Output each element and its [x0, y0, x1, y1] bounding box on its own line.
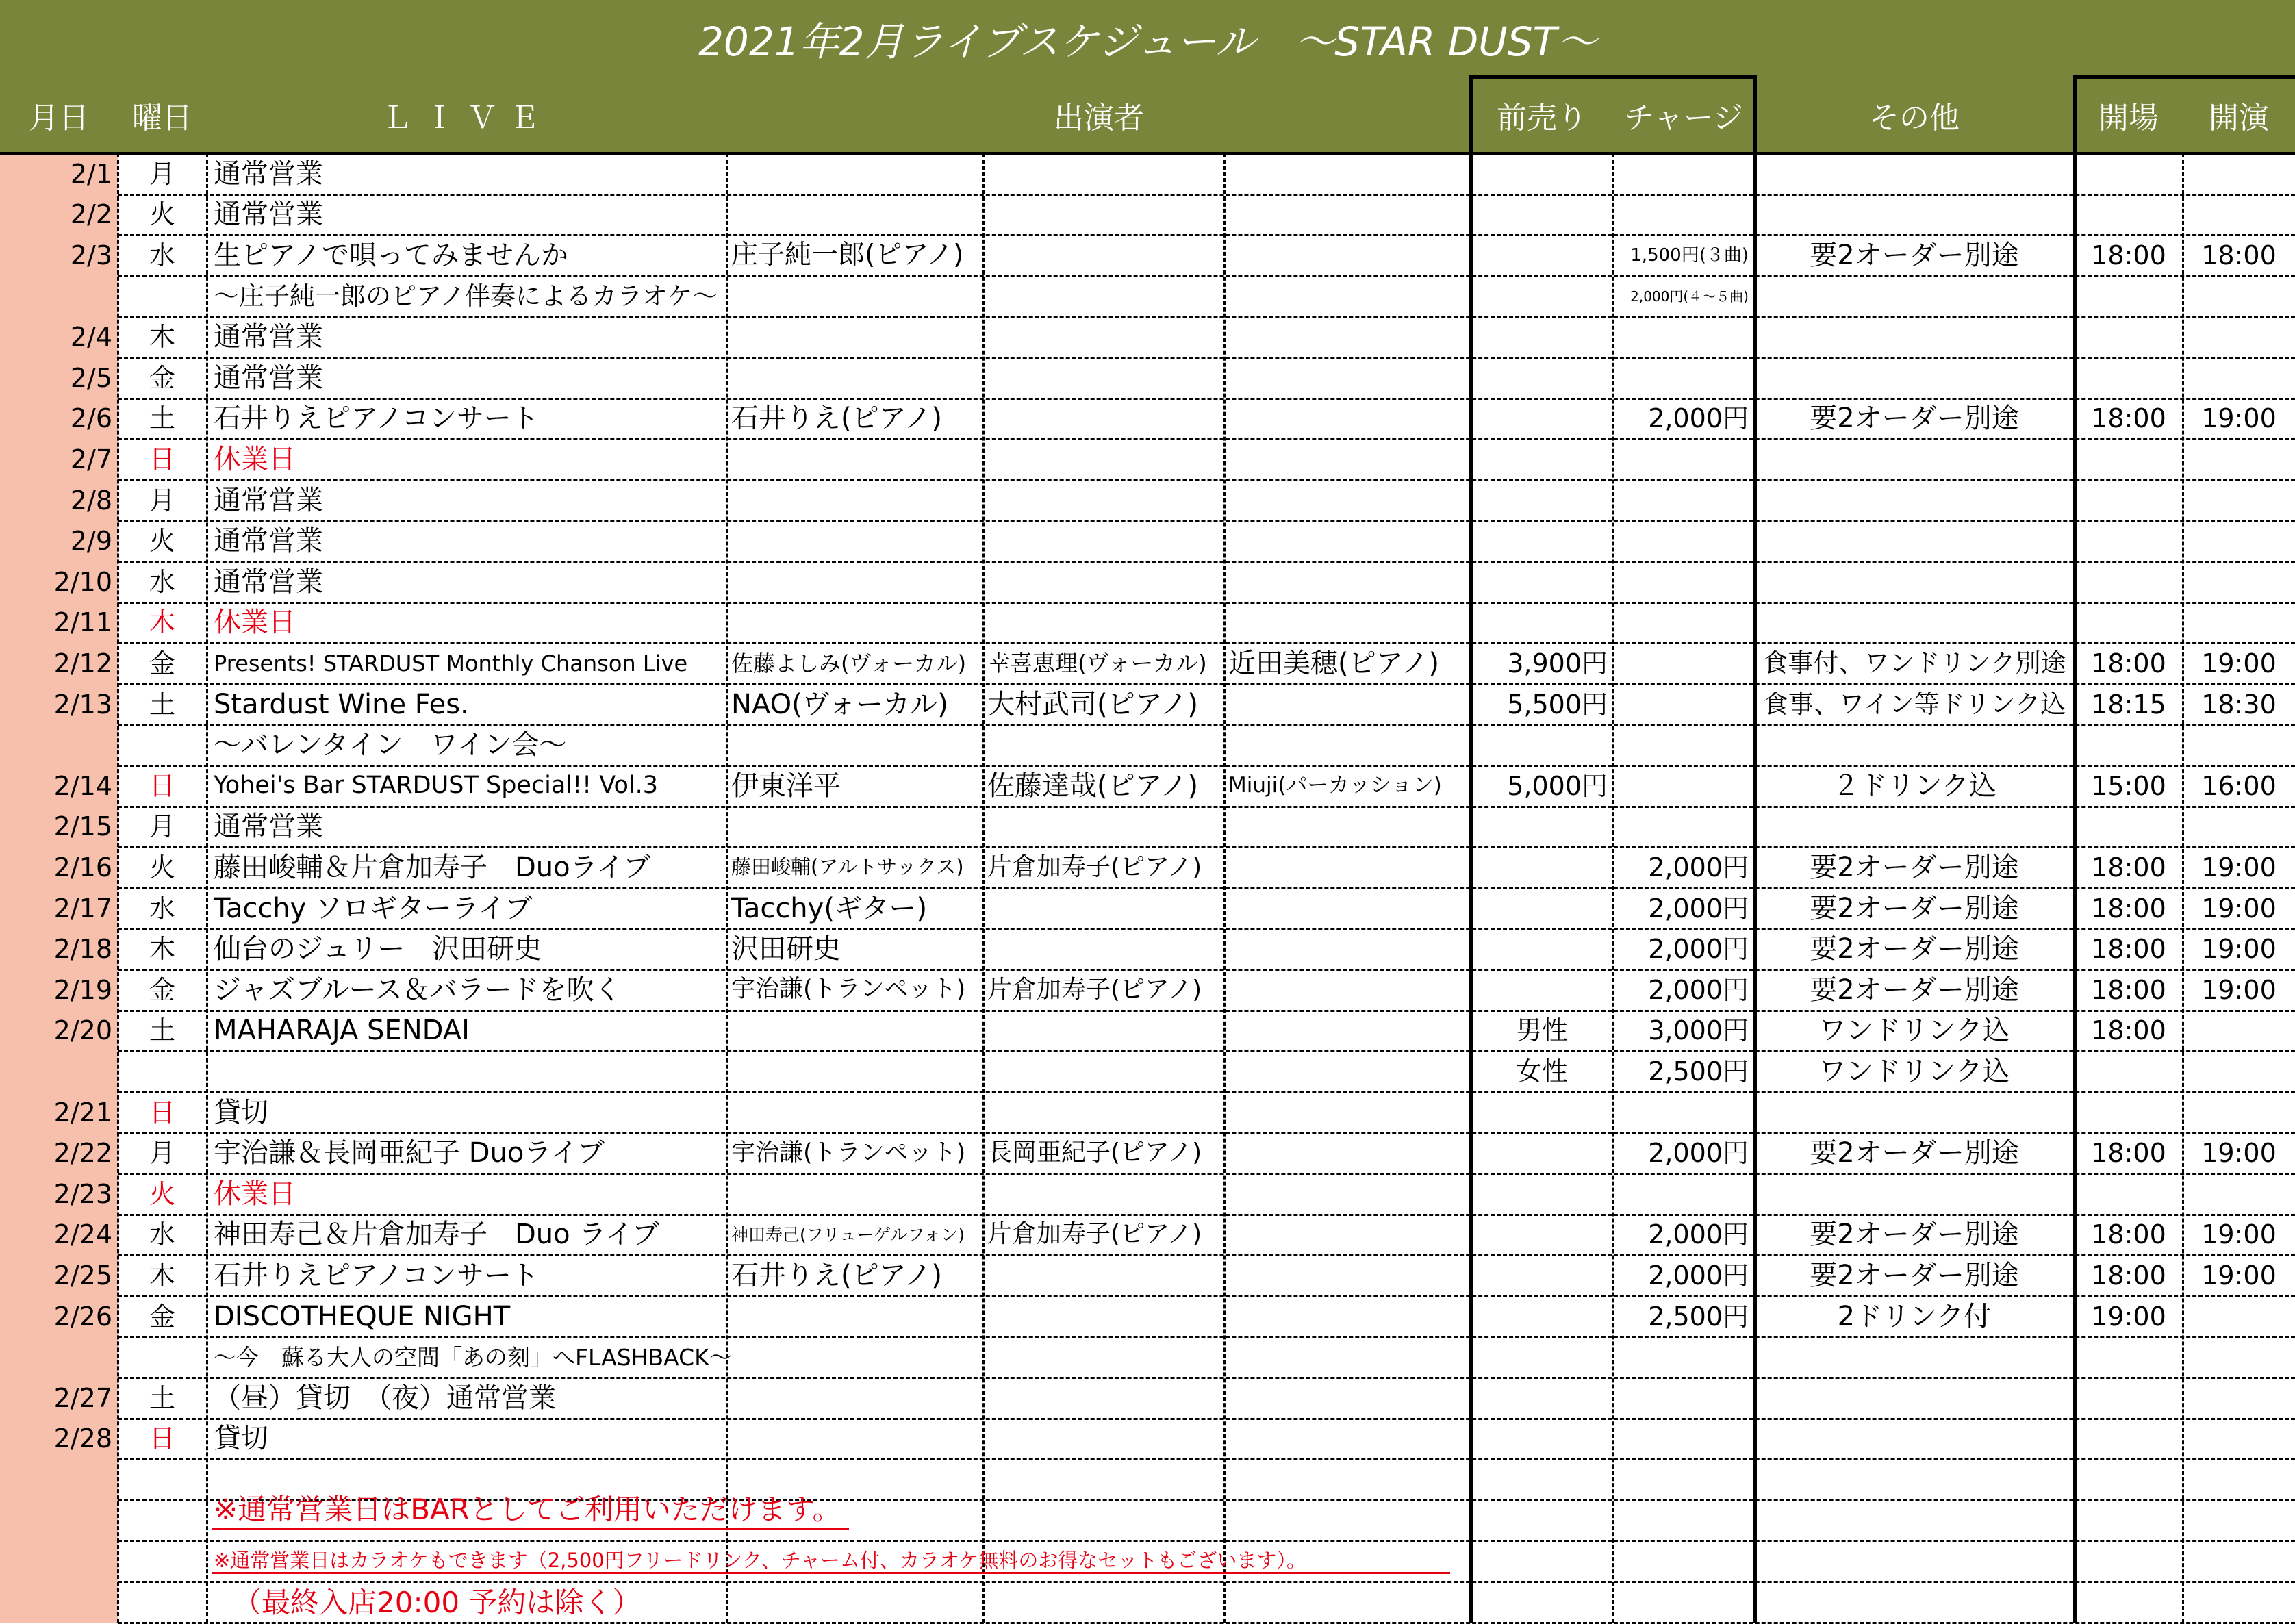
start-time-cell: 19:00 — [2201, 1219, 2277, 1250]
weekday-cell: 日 — [149, 1097, 175, 1128]
live-title-cell: ～バレンタイン ワイン会～ — [214, 729, 567, 761]
live-title-cell: Presents! STARDUST Monthly Chanson Live — [214, 650, 688, 676]
weekday-cell: 土 — [149, 403, 175, 434]
weekday-cell: 土 — [149, 1015, 175, 1046]
advance-price-cell: 5,000円 — [1507, 770, 1608, 801]
date-cell: 2/18 — [53, 934, 112, 965]
weekday-cell: 金 — [149, 1301, 175, 1332]
header-start: 開演 — [2183, 77, 2295, 153]
performer-cell: 大村武司(ピアノ) — [987, 688, 1199, 720]
performer-cell: 片倉加寿子(ピアノ) — [987, 1220, 1202, 1249]
other-info-cell: 要2オーダー別途 — [1810, 892, 2019, 924]
live-title-cell: 通常営業 — [214, 157, 323, 190]
header-weekday: 曜日 — [118, 77, 207, 153]
note-last-entry: （最終入店20:00 予約は除く） — [233, 1586, 642, 1619]
weekday-cell: 月 — [149, 485, 175, 516]
date-cell: 2/10 — [53, 566, 112, 597]
weekday-cell: 火 — [149, 1178, 175, 1209]
live-title-cell: 貸切 — [214, 1423, 268, 1455]
performer-cell: 佐藤達哉(ピアノ) — [987, 770, 1199, 802]
other-info-cell: ワンドリンク込 — [1818, 1055, 2010, 1087]
open-time-cell: 18:00 — [2091, 1015, 2166, 1046]
date-cell: 2/20 — [53, 1015, 112, 1046]
other-info-cell: 要2オーダー別途 — [1810, 851, 2019, 883]
column-thick-border — [1469, 77, 1473, 1623]
weekday-cell: 月 — [149, 1138, 175, 1169]
header-open: 開場 — [2075, 77, 2183, 153]
performer-cell: NAO(ヴォーカル) — [731, 688, 948, 720]
header-other: その他 — [1754, 77, 2075, 153]
weekday-cell: 水 — [149, 566, 175, 597]
weekday-cell: 日 — [149, 444, 175, 474]
charge-cell: 2,000円 — [1648, 1260, 1749, 1291]
start-time-cell: 19:00 — [2201, 852, 2277, 883]
charge-cell: 3,000円 — [1648, 1015, 1749, 1046]
header-advance: 前売り — [1471, 77, 1613, 153]
charge-cell: 2,000円 — [1648, 934, 1749, 965]
live-title-cell: 通常営業 — [214, 566, 323, 598]
weekday-cell: 火 — [149, 852, 175, 883]
other-info-cell: 要2オーダー別途 — [1810, 403, 2019, 435]
open-time-cell: 18:00 — [2091, 240, 2166, 270]
live-title-cell: ～今 蘇る大人の空間「あの刻」へFLASHBACK～ — [214, 1343, 732, 1371]
live-title-cell: 藤田峻輔＆片倉加寿子 Duoライブ — [214, 851, 651, 883]
charge-cell: 2,000円 — [1648, 852, 1749, 883]
open-time-cell: 18:00 — [2091, 934, 2166, 965]
date-cell: 2/7 — [70, 444, 112, 474]
performer-cell: 石井りえ(ピアノ) — [731, 1259, 943, 1291]
weekday-cell: 土 — [149, 689, 175, 720]
date-cell: 2/17 — [53, 893, 112, 924]
live-title-cell: 休業日 — [214, 443, 296, 475]
other-info-cell: 要2オーダー別途 — [1810, 239, 2019, 271]
start-time-cell: 19:00 — [2201, 1138, 2277, 1169]
charge-cell: 2,000円 — [1648, 974, 1749, 1005]
other-info-cell: ２ドリンク込 — [1832, 770, 1996, 802]
live-title-cell: 石井りえピアノコンサート — [214, 403, 539, 435]
other-info-cell: 要2オーダー別途 — [1810, 1219, 2019, 1251]
other-info-cell: 要2オーダー別途 — [1810, 1137, 2019, 1169]
open-time-cell: 18:15 — [2091, 689, 2166, 720]
weekday-cell: 日 — [149, 770, 175, 801]
date-cell: 2/28 — [53, 1423, 112, 1454]
live-title-cell: ジャズブルース＆バラードを吹く — [214, 974, 622, 1006]
other-info-cell: 要2オーダー別途 — [1810, 933, 2019, 965]
date-cell: 2/25 — [53, 1260, 112, 1291]
date-cell: 2/26 — [53, 1301, 112, 1332]
other-info-cell: 食事、ワイン等ドリンク込 — [1762, 689, 2066, 720]
weekday-cell: 火 — [149, 199, 175, 230]
date-cell: 2/11 — [53, 607, 112, 638]
open-time-cell: 18:00 — [2091, 852, 2166, 883]
date-cell: 2/22 — [53, 1138, 112, 1169]
weekday-cell: 月 — [149, 811, 175, 842]
weekday-cell: 金 — [149, 362, 175, 393]
open-time-cell: 18:00 — [2091, 1260, 2166, 1291]
note-bar-use: ※通常営業日はBARとしてご利用いただけます。 — [214, 1493, 841, 1526]
open-time-cell: 18:00 — [2091, 648, 2166, 678]
open-time-cell: 18:00 — [2091, 1138, 2166, 1169]
row-divider — [118, 1622, 2295, 1624]
charge-cell: 2,000円 — [1648, 893, 1749, 924]
live-title-cell: 通常営業 — [214, 321, 323, 353]
performer-cell: 片倉加寿子(ピアノ) — [987, 975, 1202, 1004]
date-cell: 2/19 — [53, 974, 112, 1005]
date-cell: 2/3 — [70, 240, 112, 270]
live-title-cell: 仙台のジュリー 沢田研史 — [214, 933, 542, 965]
performer-cell: 神田寿己(フリューゲルフォン) — [731, 1224, 965, 1245]
start-time-cell: 16:00 — [2201, 770, 2277, 801]
live-title-cell: 通常営業 — [214, 811, 323, 843]
date-cell: 2/16 — [53, 852, 112, 883]
weekday-cell: 水 — [149, 1219, 175, 1250]
date-cell: 2/21 — [53, 1097, 112, 1128]
weekday-cell: 月 — [149, 158, 175, 189]
live-title-cell: 通常営業 — [214, 525, 323, 557]
weekday-cell: 木 — [149, 934, 175, 965]
charge-cell: 2,000円 — [1648, 1219, 1749, 1250]
live-title-cell: Tacchy ソロギターライブ — [214, 892, 533, 924]
open-time-cell: 18:00 — [2091, 974, 2166, 1005]
charge-cell: 2,500円 — [1648, 1056, 1749, 1087]
start-time-cell: 18:00 — [2201, 240, 2277, 270]
weekday-cell: 水 — [149, 893, 175, 924]
start-time-cell: 18:30 — [2201, 689, 2277, 720]
live-title-cell: 神田寿己＆片倉加寿子 Duo ライブ — [214, 1219, 659, 1251]
performer-cell: 宇治謙(トランペット) — [731, 1139, 966, 1167]
note-underline-2 — [212, 1572, 1450, 1574]
date-cell: 2/23 — [53, 1178, 112, 1209]
live-title-cell: 貸切 — [214, 1096, 268, 1128]
other-info-cell: 要2オーダー別途 — [1810, 974, 2019, 1006]
live-title-cell: 石井りえピアノコンサート — [214, 1259, 539, 1291]
start-time-cell: 19:00 — [2201, 974, 2277, 1005]
open-time-cell: 15:00 — [2091, 770, 2166, 801]
live-title-cell: 通常営業 — [214, 361, 323, 394]
performer-cell: Tacchy(ギター) — [731, 892, 928, 924]
performer-cell: 石井りえ(ピアノ) — [731, 403, 943, 435]
charge-cell: 2,000円 — [1648, 403, 1749, 434]
weekday-cell: 日 — [149, 1423, 175, 1454]
header-thick-border — [1469, 75, 1757, 79]
weekday-cell: 火 — [149, 526, 175, 557]
date-cell: 2/27 — [53, 1382, 112, 1413]
charge-cell: 1,500円(３曲) — [1630, 244, 1749, 266]
live-title-cell: ～庄子純一郎のピアノ伴奏によるカラオケ～ — [214, 281, 718, 312]
live-title-cell: MAHARAJA SENDAI — [214, 1015, 470, 1047]
open-time-cell: 18:00 — [2091, 1219, 2166, 1250]
performer-cell: 片倉加寿子(ピアノ) — [987, 852, 1202, 881]
date-cell: 2/6 — [70, 403, 112, 434]
weekday-cell: 木 — [149, 607, 175, 638]
performer-cell: Miuji(パーカッション) — [1228, 773, 1442, 798]
date-cell: 2/1 — [70, 158, 112, 189]
date-cell: 2/5 — [70, 362, 112, 393]
start-time-cell: 19:00 — [2201, 648, 2277, 678]
open-time-cell: 18:00 — [2091, 403, 2166, 434]
note-karaoke: ※通常営業日はカラオケもできます（2,500円フリードリンク、チャーム付、カラオケ無料のお得なセットもございます）。 — [214, 1548, 1306, 1572]
live-title-cell: Yohei's Bar STARDUST Special!! Vol.3 — [214, 772, 659, 800]
weekday-cell: 水 — [149, 240, 175, 270]
open-time-cell: 19:00 — [2091, 1301, 2166, 1332]
start-time-cell: 19:00 — [2201, 893, 2277, 924]
weekday-cell: 木 — [149, 1260, 175, 1291]
advance-price-cell: 3,900円 — [1507, 648, 1608, 678]
live-title-cell: 休業日 — [214, 607, 296, 639]
charge-cell: 2,500円 — [1648, 1301, 1749, 1332]
start-time-cell: 19:00 — [2201, 1260, 2277, 1291]
live-title-cell: （昼）貸切 （夜）通常営業 — [214, 1382, 556, 1414]
charge-cell: 2,000円(４～５曲) — [1630, 288, 1749, 305]
date-cell: 2/13 — [53, 689, 112, 720]
advance-price-cell: 男性 — [1515, 1015, 1568, 1046]
weekday-cell: 金 — [149, 974, 175, 1005]
note-underline-1 — [212, 1528, 849, 1530]
performer-cell: 宇治謙(トランペット) — [731, 976, 966, 1004]
live-title-cell: 通常営業 — [214, 199, 323, 231]
header-live: ＬＩＶＥ — [207, 77, 727, 153]
performer-cell: 近田美穂(ピアノ) — [1228, 647, 1440, 679]
performer-cell: 佐藤よしみ(ヴォーカル) — [731, 650, 967, 676]
header-performers: 出演者 — [727, 77, 1471, 153]
other-info-cell: 要2オーダー別途 — [1810, 1259, 2019, 1291]
live-title-cell: Stardust Wine Fes. — [214, 688, 469, 720]
advance-price-cell: 女性 — [1515, 1056, 1568, 1087]
date-cell: 2/2 — [70, 199, 112, 230]
date-cell: 2/4 — [70, 322, 112, 353]
charge-cell: 2,000円 — [1648, 1138, 1749, 1169]
performer-cell: 庄子純一郎(ピアノ) — [731, 240, 964, 271]
open-time-cell: 18:00 — [2091, 893, 2166, 924]
start-time-cell: 19:00 — [2201, 934, 2277, 965]
header-date: 月日 — [0, 77, 118, 153]
performer-cell: 沢田研史 — [731, 933, 841, 965]
weekday-cell: 金 — [149, 648, 175, 678]
performer-cell: 伊東洋平 — [731, 770, 841, 802]
performer-cell: 幸喜恵理(ヴォーカル) — [987, 650, 1207, 677]
advance-price-cell: 5,500円 — [1507, 689, 1608, 720]
date-cell: 2/12 — [53, 648, 112, 678]
weekday-cell: 土 — [149, 1382, 175, 1413]
other-info-cell: 2ドリンク付 — [1837, 1300, 1992, 1332]
date-cell: 2/9 — [70, 526, 112, 557]
weekday-cell: 木 — [149, 322, 175, 353]
date-cell: 2/24 — [53, 1219, 112, 1250]
date-cell: 2/15 — [53, 811, 112, 842]
page-title: 2021年2月ライブスケジュール ～STAR DUST～ — [0, 0, 2295, 77]
performer-cell: 藤田峻輔(アルトサックス) — [731, 855, 964, 879]
date-cell: 2/8 — [70, 485, 112, 516]
live-title-cell: DISCOTHEQUE NIGHT — [214, 1300, 511, 1332]
live-title-cell: 宇治謙＆長岡亜紀子 Duoライブ — [214, 1137, 605, 1169]
other-info-cell: ワンドリンク込 — [1818, 1015, 2010, 1047]
column-divider — [1223, 153, 1226, 1623]
date-cell: 2/14 — [53, 770, 112, 801]
live-title-cell: 生ピアノで唄ってみませんか — [214, 239, 568, 271]
other-info-cell: 食事付、ワンドリンク別途 — [1762, 648, 2066, 678]
performer-cell: 長岡亜紀子(ピアノ) — [987, 1139, 1202, 1167]
header-charge: チャージ — [1613, 77, 1754, 153]
live-title-cell: 通常営業 — [214, 484, 323, 516]
live-title-cell: 休業日 — [214, 1178, 296, 1210]
start-time-cell: 19:00 — [2201, 403, 2277, 434]
header-thick-border — [2073, 75, 2295, 79]
